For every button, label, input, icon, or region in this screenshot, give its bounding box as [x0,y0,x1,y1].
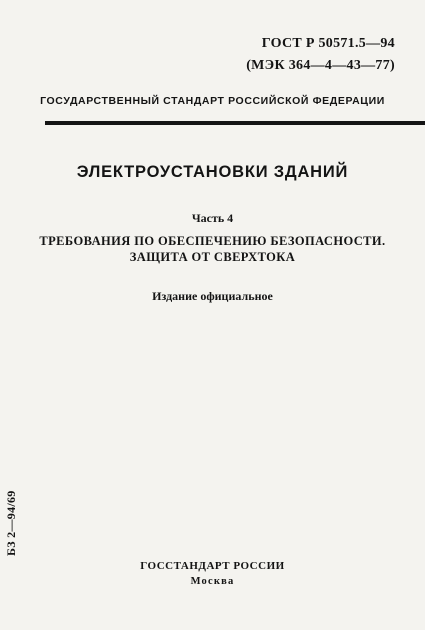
header-rule [45,121,425,125]
document-subtitle [0,233,425,265]
subtitle-line-1: ТРЕБОВАНИЯ ПО ОБЕСПЕЧЕНИЮ БЕЗОПАСНОСТИ. [39,234,386,248]
side-catalog-code: БЗ 2—94/69 [4,490,18,556]
document-title: ЭЛЕКТРОУСТАНОВКИ ЗДАНИЙ [76,163,349,181]
iec-reference: (МЭК 364—4—43—77) [246,58,395,73]
edition-label: Издание официальное [152,289,273,303]
publication-city: Москва [190,576,235,587]
standard-number: ГОСТ Р 50571.5—94 [261,36,395,51]
subtitle-line-2: ЗАЩИТА ОТ СВЕРХТОКА [129,250,296,264]
publisher-name: ГОССТАНДАРТ РОССИИ [140,560,285,572]
part-label: Часть 4 [191,211,234,225]
organization-line: ГОСУДАРСТВЕННЫЙ СТАНДАРТ РОССИЙСКОЙ ФЕДЕРАЦИИ [40,95,385,107]
standard-designation [246,34,395,76]
